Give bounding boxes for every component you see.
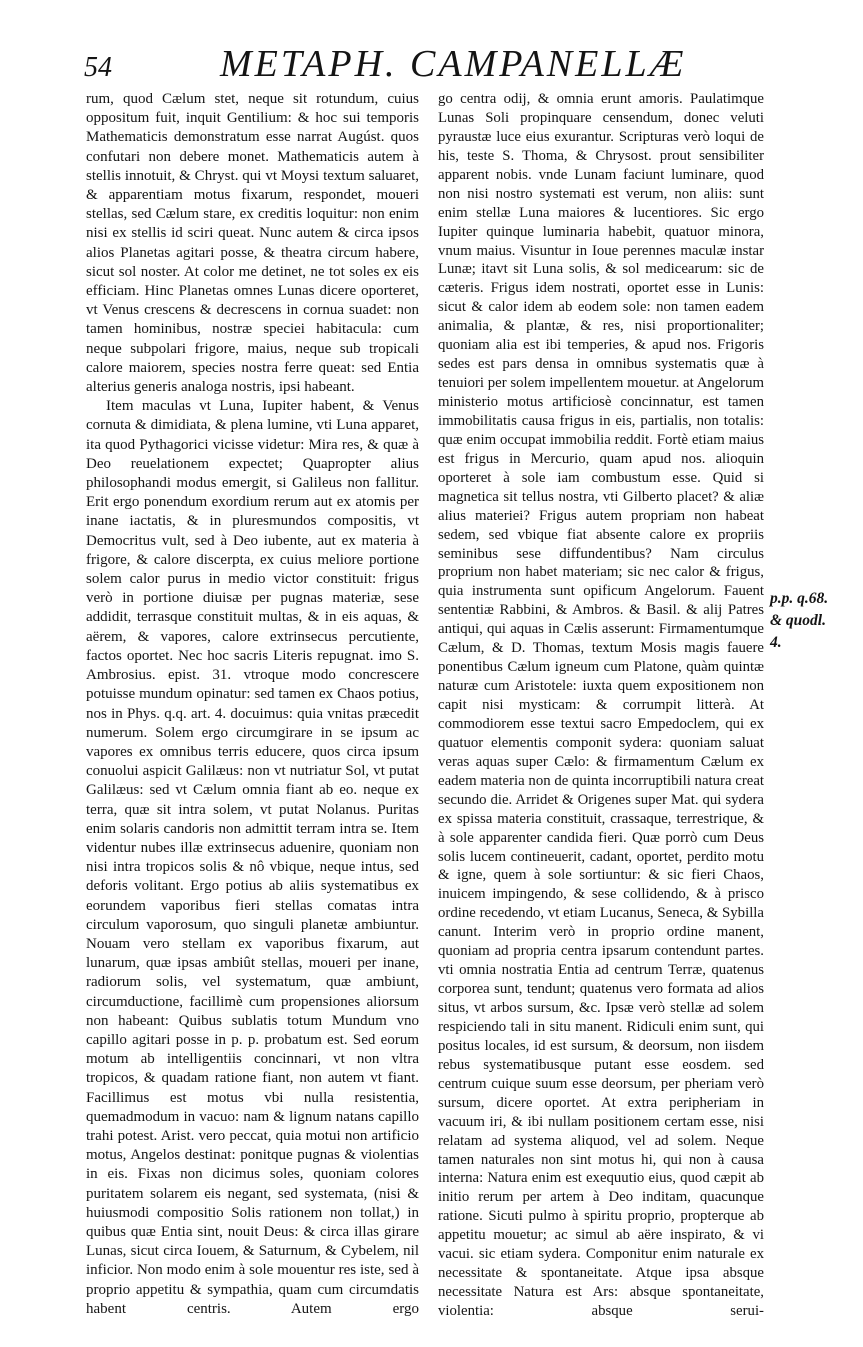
marginal-note-line-2: & quodl. [770, 612, 826, 629]
page-number: 54 [84, 52, 112, 83]
left-column [86, 90, 419, 1319]
marginal-note-line-1: p.p. q.68. [770, 590, 829, 607]
running-title: METAPH. CAMPANELLÆ [220, 43, 687, 85]
marginal-note [770, 588, 858, 654]
right-column [438, 90, 764, 1321]
marginal-note-line-3: 4. [770, 634, 782, 651]
left-paragraph-1: rum, quod Cælum stet, neque sit rotundum, cuius oppositum fuit, inquit Gentilium: & hoc sui temporis Mathematicis demonstratum esse narrat Augúst. quos confutari non debere monet. Mathematicis autem à stellis innotuit, & Chryst. qui vt Moysi textum saluaret, & apparentiam motus fixarum, respondet, moueri stellas, sed Cælum stare, ex creditis loquitur: non enim nisi ex stellis id sciri queat. Nunc autem & circa ipsos alios Planetas agitari posse, & theatra circum habere, sicut sol noster. At color me detinet, ne tot soles ex eis efficiam. Hinc Planetas omnes Lunas dicere oporteret, vt Venus crescens & decrescens in cornua suadet: non tamen hominibus, nostræ speciei habitacula: cum neque subpolari frigore, maius, neque sub tropicali calore maiorem, species nostra ferre queat: sed Entia alterius generis analoga nostris, ipsi habeant. [86, 91, 419, 396]
right-paragraph-1: go centra odij, & omnia erunt amoris. Paulatimque Lunas Soli propinquare censendum, donec veluti pyraustæ luce eius exurantur. Scripturas verò loqui de his, teste S. Thoma, & Chrysost. prout sensibiliter apparent nobis. vnde Lunam faciunt luminare, quod non nisi nostro systemati est verum, non aliis: sunt enim stellæ Luna maiores & lucentiores. Sic ergo Iupiter quinque luminaria habebit, quatuor minora, vnum maius. Visuntur in Ioue perennes maculæ instar Lunæ; itavt sit Luna solis, & sol medicearum: sic de cæteris. Frigus idem nostrati, oportet esse in Lunis: sicut & calor idem ab eodem sole: non tamen eadem animalia, & plantæ, & res, nisi proportionaliter; quoniam alia est ibi temperies, & apud nos. Frigoris sedes est pars densa in omnibus systematis quæ à tenuiori per solem impellentem mouetur. at Angelorum ministerio motus artificiosè concinnatur, est tamen immobilitatis causa frigus in eis, partialis, non totalis: quæ enim occupat immobilia reddit. Fortè etiam maius est frigus in Mercurio, quam apud nos. alioquin oporteret à sole iam combustum esse. Quid si magnetica sit tellus nostra, vti Gilberto placet? & aliæ alius materiei? Frigus autem propriam non habeat sedem, sed vbique fiat absente calore ex propriis seminibus sese diffundentibus? Nam circulus proprium non habet materiam; sic nec calor & frigus, quia instrumenta sunt opificum Angelorum. Fauent sententiæ Rabbini, & Ambros. & Basil. & alij Patres antiqui, qui aquas in Cælis asserunt: Firmamentumque Cælum, & D. Thomas, textum Mosis magis fauere ponentibus Cælum igneum cum Platone, quàm quintæ naturæ cum Aristotele: iuxta quem expositionem non capit nisi mysticam: & corrumpit litterà. At commodiorem esse textui sacro Empedoclem, qui ex quatuor elementis componit sydera: quoniam saluat veras aquas super Cælo: & firmamentum Cælum ex eadem materia non de quinta incorruptibili natura creat secundo die. Arridet & Origenes super Mat. qui sydera ex spissa materia constituit, crassaque, terrestrique, & à sole apparenter candida fieri. Quæ porrò cum Deus solis lucem contineuerit, cadant, oportet, perdito motu & igne, quem à sole sortiuntur: & sic fieri Chaos, inuicem impingendo, & sese collidendo, & à prisco ordine recedendo, vt etiam Lucanus, Seneca, & Sybilla canunt. Interim verò in proprio ordine manent, quoniam ad propria centra ipsarum contendunt partes. vti omnia nostratia Entia ad centrum Terræ, quatenus corporea sunt, tendunt; quatenus vero formata ad alios situs, vt arbos sursum, &c. Ipsæ verò stellæ ad solem respiciendo tali in situ manent. Ridiculi enim sunt, qui positus locales, id est sursum, & deorsum, non iisdem rebus systematibusque putant esse eosdem. sed centrum cuique suum esse deorsum, per pheriam verò sursum, dicere oportet. At extra peripheriam in vacuum iri, & ibi nullam positionem certam esse, nisi relatam ad systema aliquod, vel ad solem. Neque tamen naturales non sint motus hi, qui non à causa interna: Natura enim est exequutio eius, quod cæpit ab initio rerum per artem à Deo inditam, quacunque ratione. Sicuti pulmo à spiritu proprio, propterque ab appetitu mouetur; ac simul ab aëre inspirato, & vi vacui. sic etiam sydera. Componitur enim naturale ex necessitate & spontaneitate. Atque ipsa absque necessitate Natura est Ars: absque spontaneitate, violentia: absque serui- [438, 91, 764, 1319]
left-paragraph-2: Item maculas vt Luna, Iupiter habent, & Venus cornuta & dimidiata, & plena lumine, vti Luna apparet, ita quod Pythagorici vicisse videtur: Mira res, & quæ à Deo reuelationem expectet; Quapropter alius philosophandi modus emergit, si Galileus non fallitur. Erit ergo ponendum exordium rerum aut ex atomis per inane iactatis, & in pluresmundos compositis, vt Democritus vult, sed à Deo iubente, aut ex materia à frigore, & calore discerpta, ex cuius meliore portione solem calor purus in medio victor constituit: frigus verò in portione diuisæ per pugnas materiæ, sese addidit, terrasque constituit multas, & in eis aquas, & aërem, & vapores, calore extrinsecus percutiente, factos oportet. Nec hoc sacris Literis repugnat. imo S. Ambrosius. epist. 31. vtroque modo concrescere potuisse mundum opinatur: sed tamen ex Chaos potius, nos in Phys. q.q. art. 4. docuimus: quia vnitas præcedit numerum. Solem ergo circumgirare in se ipsum ac vapores ex omnibus terris educere, quos circa ipsum conuolui aspicit Galilæus: non vt nutriatur Sol, vt putat Galilæus: sed vt Cælum omnia fiant ab eo. neque ex terra, quæ sit intra solem, vt putat Nolanus. Puritas enim solaris candoris non admittit terram intra se. Item videntur nubes illæ extrinsecus aduenire, quoniam non nisi intra tropicos solis & nô vbique, neque intus, sed deforis volitant. Ergo potius ab aliis systematibus ex eorundem vaporibus fieri stellas comatas intra circulum vaporosum, quo singuli planetæ ambiuntur. Nouam vero stellam ex vaporibus fixarum, aut lunarum, quæ ipsas ambiût stellas, moueri per inane, radiorum solis, vel systematum, quæ ambiunt, circumductione, facillimè cum propensiones aliorsum non habeant: Quibus sublatis totum Mundum vno capillo agitari posse in p. p. probatum est. Sed eorum motum ab intelligentiis concinnari, vt non vltra tropicos, & quadam ratione fiant, non autem vt fiant. Facillimus est motus vbi nulla resistentia, quemadmodum in vacuo: nam & lignum natans capillo trahi potest. Arist. vero peccat, quia motui non artificio motus, Angelos destinat: ponitque pugnas & violentias in eis. Fixas non dicimus soles, quoniam colores puritatem solarem eis negant, sed systemata, (nisi & huiusmodi compositio Solis rationem non tollat,) in quibus quæ Entia sint, nouit Deus: & circa illas girare Lunas, sicut circa Iouem, & Saturnum, & Cybelem, nil inficior. Non modo enim à sole mouentur res iste, sed à proprio appetitu & sympathia, quam cum circumdatis habent centris. Autem ergo [86, 398, 419, 1317]
